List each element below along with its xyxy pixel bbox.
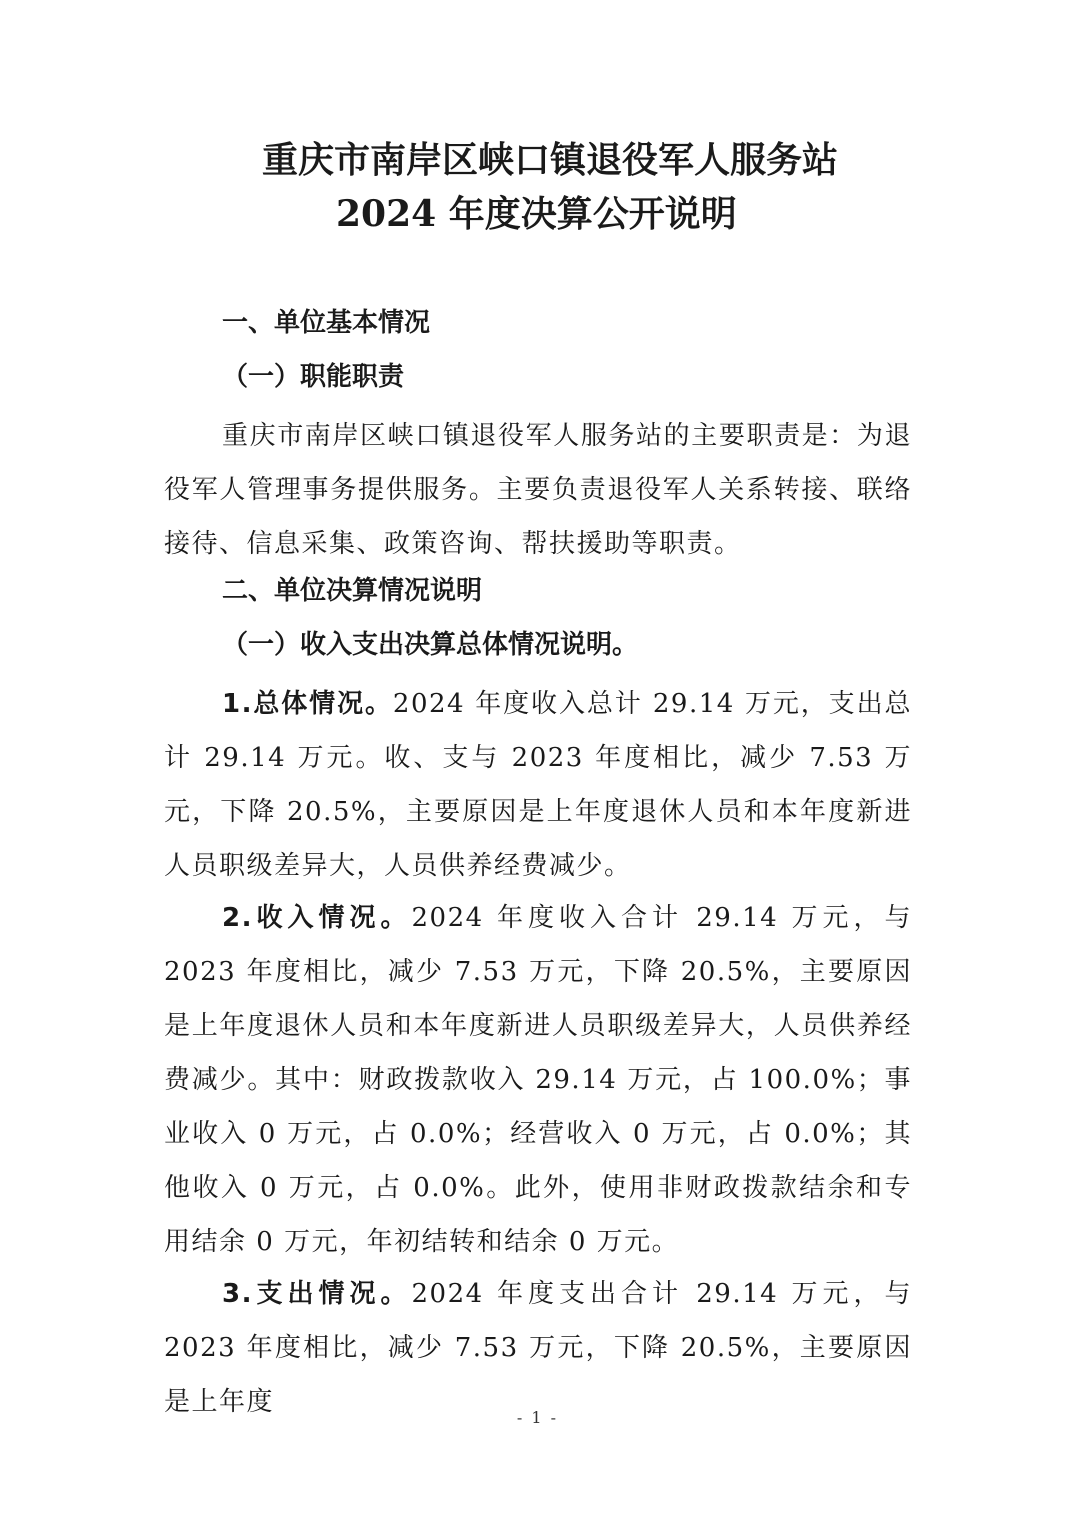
document-title-line-1: 重庆市南岸区峡口镇退役军人服务站 [262,139,839,181]
duties-paragraph: 重庆市南岸区峡口镇退役军人服务站的主要职责是：为退役军人管理事务提供服务。主要负责退役军人关系转接、联络接待、信息采集、政策咨询、帮扶援助等职责。 [164,421,912,559]
document-title-line-2: 2024 年度决算公开说明 [336,193,737,235]
expense-situation-text: 2024 年度支出合计 29.14 万元，与 2023 年度相比，减少 7.53 万元，下降 20.5%，主要原因是上年度 [164,1279,912,1417]
page-number: - 1 - [516,1408,559,1427]
overall-situation-lead: 1.总体情况。 [222,689,393,719]
section-2-heading: 二、单位决算情况说明 [222,576,483,606]
income-situation-lead: 2.收入情况。 [222,903,412,933]
income-situation-paragraph [164,891,912,1269]
income-situation-text: 2024 年度收入合计 29.14 万元，与 2023 年度相比，减少 7.53 万元，下降 20.5%，主要原因是上年度退休人员和本年度新进人员职级差异大，人员供养经费减少。其中：财政拨款收入 29.14 万元，占 100.0%；事业收入 0 万元，占 0.0%；经营收入 0 万元，占 0.0%；其他收入 0 万元，占 0.0%。此外，使用非财政拨款结余和专用结余 0 万元，年初结转和结余 0 万元。 [164,903,912,1257]
section-1-1-heading: （一）职能职责 [222,362,405,392]
overall-situation-paragraph [164,677,912,893]
expense-situation-lead: 3.支出情况。 [222,1279,412,1309]
expense-situation-paragraph [164,1267,912,1429]
section-1-heading: 一、单位基本情况 [222,308,431,338]
overall-situation-text: 2024 年度收入总计 29.14 万元，支出总计 29.14 万元。收、支与 2023 年度相比，减少 7.53 万元，下降 20.5%，主要原因是上年度退休人员和本年度新进人员职级差异大，人员供养经费减少。 [164,689,912,881]
section-2-1-heading: （一）收入支出决算总体情况说明。 [222,630,639,660]
